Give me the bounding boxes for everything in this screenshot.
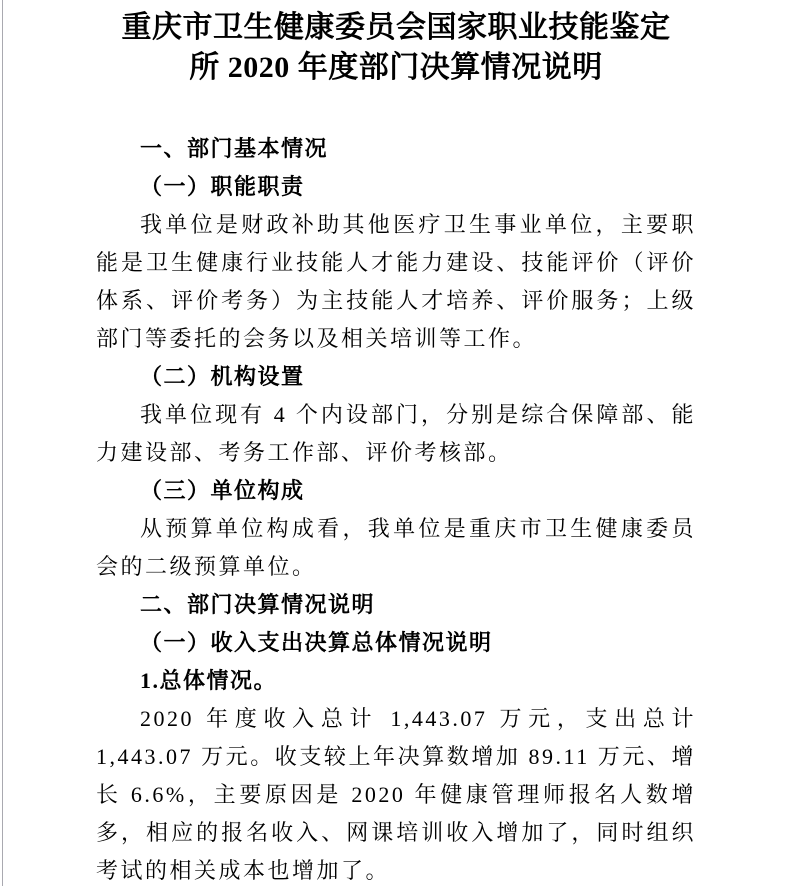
section-heading-2: 二、部门决算情况说明 bbox=[140, 592, 376, 617]
paragraph-duties: 我单位是财政补助其他医疗卫生事业单位，主要职能是卫生健康行业技能人才能力建设、技能评价（评价体系、评价考务）为主技能人才培养、评价服务；上级部门等委托的会务以及相关培训等工作。 bbox=[96, 212, 696, 351]
sub-heading-1-1: （一）职能职责 bbox=[140, 174, 305, 199]
paragraph-structure: 我单位现有 4 个内设部门，分别是综合保障部、能力建设部、考务工作部、评价考核部。 bbox=[96, 402, 696, 465]
sub-heading-1-3: （三）单位构成 bbox=[140, 478, 305, 503]
document-title-line-1: 重庆市卫生健康委员会国家职业技能鉴定 bbox=[121, 11, 671, 44]
document-title bbox=[96, 8, 696, 88]
page-left-edge bbox=[2, 0, 3, 886]
sub-heading-1-2: （二）机构设置 bbox=[140, 364, 305, 389]
document-title-line-2: 所 2020 年度部门决算情况说明 bbox=[189, 51, 603, 84]
sub-heading-2-1: （一）收入支出决算总体情况说明 bbox=[140, 630, 493, 655]
paragraph-composition: 从预算单位构成看，我单位是重庆市卫生健康委员会的二级预算单位。 bbox=[96, 516, 696, 579]
numbered-heading-overall: 1.总体情况。 bbox=[140, 668, 278, 693]
section-heading-1: 一、部门基本情况 bbox=[140, 136, 329, 161]
paragraph-totals: 2020 年度收入总计 1,443.07 万元，支出总计 1,443.07 万元。收支较上年决算数增加 89.11 万元、增长 6.6%，主要原因是 2020 年健康管理师报名人数增多，相应的报名收入、网课培训收入增加了，同时组织考试的相关成本也增加了。 bbox=[96, 706, 696, 883]
